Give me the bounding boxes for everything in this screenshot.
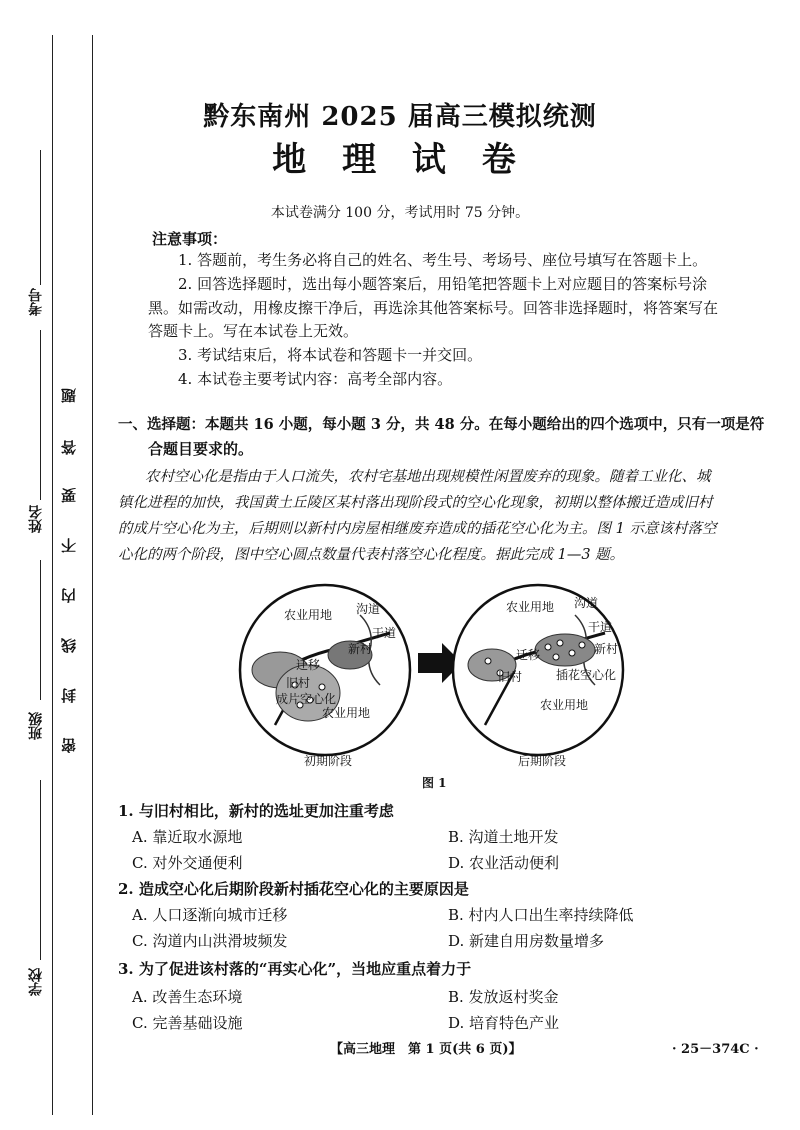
option[interactable]: C. 沟道内山洪滑坡频发 — [132, 932, 288, 950]
fig-right-road: 干道 — [588, 620, 613, 634]
seal-char: 要 — [60, 488, 78, 503]
fig-right-farmland-top: 农业用地 — [506, 600, 555, 614]
fig-right-stage: 后期阶段 — [518, 754, 567, 768]
name-field[interactable] — [40, 330, 41, 500]
notice-item: 答题卡上。写在本试卷上无效。 — [148, 322, 359, 340]
question-stem: 1. 与旧村相比，新村的选址更加注重考虑 — [118, 802, 394, 820]
option[interactable]: B. 沟道土地开发 — [448, 828, 559, 846]
fig-left-gully: 沟道 — [356, 602, 381, 616]
passage-line: 农村空心化是指由于人口流失，农村宅基地出现规模性闲置废弃的现象。随着工业化、城 — [145, 469, 711, 485]
option[interactable]: D. 新建自用房数量增多 — [448, 932, 605, 950]
fig-left-relocate: 迁移 — [296, 658, 321, 672]
class-label: 班级 — [28, 712, 44, 740]
fig-right-scattered-hollow: 插花空心化 — [556, 668, 617, 682]
fig-left-patch-hollow: 成片空心化 — [276, 692, 337, 706]
notice-heading: 注意事项： — [152, 230, 228, 248]
subject-title: 地 理 试 卷 — [272, 140, 528, 180]
seal-char: 不 — [60, 538, 78, 553]
fig-left-road: 干道 — [372, 626, 397, 640]
fig-right-gully: 沟道 — [574, 596, 599, 610]
seal-char: 内 — [60, 588, 78, 603]
fig-right-new-village: 新村 — [594, 642, 619, 656]
seal-char: 线 — [60, 638, 78, 653]
exam-title: 黔东南州 2025 届高三模拟统测 — [203, 102, 597, 132]
school-field[interactable] — [40, 780, 41, 960]
fig-left-farmland-top: 农业用地 — [284, 608, 333, 622]
option[interactable]: B. 发放返村奖金 — [448, 988, 559, 1006]
page-info: 【高三地理 第 1 页(共 6 页)】 — [330, 1042, 522, 1057]
passage-line: 镇化进程的加快，我国黄土丘陵区某村落出现阶段式的空心化现象，初期以整体搬迁造成旧村 — [118, 495, 713, 511]
notice-item: 2. 回答选择题时，选出每小题答案后，用铅笔把答题卡上对应题目的答案标号涂 — [178, 275, 708, 293]
fig-right-relocate: 迁移 — [516, 648, 541, 662]
notice-item: 黑。如需改动，用橡皮擦干净后，再选涂其他答案标号。回答非选择题时，将答案写在 — [148, 299, 719, 317]
seal-char: 封 — [60, 688, 78, 703]
school-label: 学校 — [28, 968, 44, 996]
section-heading-cont: 合题目要求的。 — [148, 440, 254, 458]
name-label: 姓名 — [28, 505, 44, 533]
seal-char: 题 — [60, 388, 78, 403]
option[interactable]: C. 完善基础设施 — [132, 1014, 243, 1032]
exam-code: · 25－374C · — [672, 1042, 759, 1057]
option[interactable]: B. 村内人口出生率持续降低 — [448, 906, 634, 924]
option[interactable]: C. 对外交通便利 — [132, 854, 243, 872]
notice-item: 3. 考试结束后，将本试卷和答题卡一并交回。 — [178, 346, 483, 364]
notice-item: 1. 答题前，考生务必将自己的姓名、考生号、考场号、座位号填写在答题卡上。 — [178, 251, 708, 269]
option[interactable]: A. 改善生态环境 — [132, 988, 243, 1006]
seal-char: 答 — [60, 440, 78, 455]
fig-right-farmland-bottom: 农业用地 — [540, 698, 589, 712]
option[interactable]: A. 靠近取水源地 — [132, 828, 243, 846]
fig-left-stage: 初期阶段 — [304, 754, 353, 768]
score-info: 本试卷满分 100 分，考试用时 75 分钟。 — [270, 205, 530, 221]
option[interactable]: D. 培育特色产业 — [448, 1014, 560, 1032]
passage-line: 的成片空心化为主，后期则以新村内房屋相继废弃造成的插花空心化为主。图 1 示意该村落空 — [118, 521, 717, 537]
question-stem: 3. 为了促进该村落的“再实心化”，当地应重点着力于 — [118, 960, 472, 978]
option[interactable]: A. 人口逐渐向城市迁移 — [132, 906, 288, 924]
fig-left-new-village: 新村 — [348, 642, 373, 656]
option[interactable]: D. 农业活动便利 — [448, 854, 560, 872]
fig-left-old-village: 旧村 — [286, 676, 311, 690]
binding-line-left — [52, 35, 53, 1115]
binding-line-right — [92, 35, 93, 1115]
fig-right-old-village: 旧村 — [498, 670, 523, 684]
seal-char: 密 — [60, 738, 78, 753]
passage-line: 心化的两个阶段，图中空心圆点数量代表村落空心化程度。据此完成 1—3 题。 — [118, 547, 625, 563]
notice-item: 4. 本试卷主要考试内容：高考全部内容。 — [178, 370, 453, 388]
section-heading: 一、选择题：本题共 16 小题，每小题 3 分，共 48 分。在每小题给出的四个选项中，只有一项是符 — [118, 416, 765, 433]
fig-left-farmland-bottom: 农业用地 — [322, 706, 371, 720]
question-stem: 2. 造成空心化后期阶段新村插花空心化的主要原因是 — [118, 880, 469, 898]
figure-caption: 图 1 — [422, 776, 447, 790]
class-field[interactable] — [40, 560, 41, 700]
exam-no-label: 考号 — [28, 288, 44, 316]
